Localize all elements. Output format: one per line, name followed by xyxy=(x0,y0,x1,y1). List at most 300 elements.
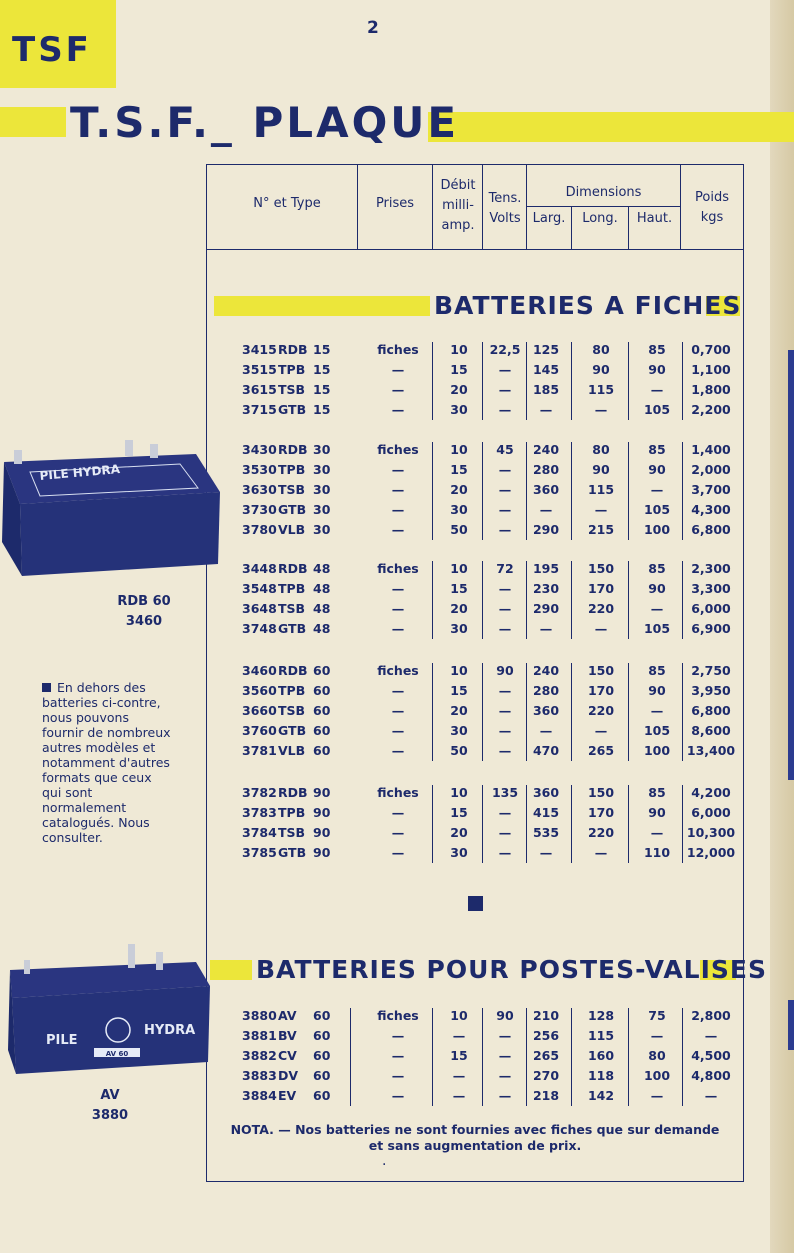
header-rule xyxy=(206,249,744,250)
cell-poids: 4,300 xyxy=(691,502,731,517)
cell-tens: — xyxy=(498,601,512,616)
cell-size: 90 xyxy=(313,805,331,820)
cell-haut: 90 xyxy=(648,581,666,596)
column-divider xyxy=(482,442,483,540)
column-divider xyxy=(682,442,683,540)
column-divider xyxy=(432,442,433,540)
cell-long: 215 xyxy=(587,522,615,537)
cell-code: TSB xyxy=(278,703,306,718)
cell-debit: 20 xyxy=(450,825,468,840)
cell-size: 30 xyxy=(313,442,331,457)
cell-size: 90 xyxy=(313,845,331,860)
column-divider xyxy=(526,561,527,639)
cell-larg: — xyxy=(539,502,553,517)
cell-num: 3448 xyxy=(242,561,277,576)
cell-code: RDB xyxy=(278,785,308,800)
column-divider xyxy=(432,342,433,420)
cell-larg: 290 xyxy=(532,522,560,537)
cell-prise: — xyxy=(391,1048,405,1063)
table-row xyxy=(206,400,744,420)
cell-num: 3415 xyxy=(242,342,277,357)
header-poids-line1: Poids xyxy=(695,190,729,205)
table-row xyxy=(206,681,744,701)
table-row xyxy=(206,520,744,540)
cell-debit: 15 xyxy=(450,581,468,596)
cell-larg: 360 xyxy=(532,703,560,718)
cell-size: 30 xyxy=(313,522,331,537)
cell-prise: — xyxy=(391,1068,405,1083)
cell-long: 220 xyxy=(587,825,615,840)
cell-larg: 280 xyxy=(532,462,560,477)
cell-poids: 6,800 xyxy=(691,522,731,537)
cell-size: 60 xyxy=(313,723,331,738)
cell-num: 3881 xyxy=(242,1028,277,1043)
table-row xyxy=(206,460,744,480)
table-row xyxy=(206,340,744,360)
column-divider xyxy=(482,1008,483,1106)
cell-larg: 218 xyxy=(532,1088,560,1103)
cell-prise: — xyxy=(391,1088,405,1103)
table-row xyxy=(206,843,744,863)
table-row xyxy=(206,1006,744,1026)
cell-code: TSB xyxy=(278,825,306,840)
cell-larg: 470 xyxy=(532,743,560,758)
column-divider xyxy=(628,1008,629,1106)
cell-code: TPB xyxy=(278,683,306,698)
cell-larg: 125 xyxy=(532,342,560,357)
page-number: 2 xyxy=(367,18,379,38)
cell-num: 3430 xyxy=(242,442,277,457)
cell-prise: — xyxy=(391,382,405,397)
column-divider xyxy=(628,785,629,863)
table-row xyxy=(206,661,744,681)
battery-group xyxy=(206,783,744,863)
cell-long: 115 xyxy=(587,382,615,397)
cell-larg: 270 xyxy=(532,1068,560,1083)
cell-poids: 6,000 xyxy=(691,805,731,820)
cell-prise: fiches xyxy=(377,561,419,576)
header-debit-line3: amp. xyxy=(441,218,475,233)
column-divider xyxy=(432,785,433,863)
cell-tens: — xyxy=(498,382,512,397)
cell-haut: 105 xyxy=(643,502,671,517)
cell-poids: 10,300 xyxy=(686,825,736,840)
cell-larg: — xyxy=(539,845,553,860)
nota-text xyxy=(220,1122,730,1154)
title-band xyxy=(428,112,794,142)
cell-num: 3782 xyxy=(242,785,277,800)
cell-long: 150 xyxy=(587,663,615,678)
cell-haut: 85 xyxy=(648,785,666,800)
cell-code: GTB xyxy=(278,723,307,738)
cell-poids: 4,800 xyxy=(691,1068,731,1083)
cell-prise: fiches xyxy=(377,663,419,678)
cell-size: 60 xyxy=(313,663,331,678)
cell-num: 3560 xyxy=(242,683,277,698)
cell-haut: 85 xyxy=(648,663,666,678)
battery-illustration-rdb60 xyxy=(0,432,224,580)
cell-code: GTB xyxy=(278,402,307,417)
cell-debit: 50 xyxy=(450,743,468,758)
cell-long: 265 xyxy=(587,743,615,758)
cell-size: 15 xyxy=(313,362,331,377)
battery-brand-label: PILE HYDRA xyxy=(39,462,121,483)
cell-larg: 230 xyxy=(532,581,560,596)
cell-debit: 50 xyxy=(450,522,468,537)
cell-long: — xyxy=(594,402,608,417)
cell-prise: — xyxy=(391,743,405,758)
cell-larg: 185 xyxy=(532,382,560,397)
cell-tens: 90 xyxy=(496,663,514,678)
cell-code: GTB xyxy=(278,621,307,636)
cell-poids: 3,700 xyxy=(691,482,731,497)
column-divider xyxy=(526,1008,527,1106)
table-row xyxy=(206,480,744,500)
cell-poids: 13,400 xyxy=(686,743,736,758)
cell-tens: — xyxy=(498,362,512,377)
table-row xyxy=(206,599,744,619)
cell-long: — xyxy=(594,621,608,636)
cell-code: RDB xyxy=(278,342,308,357)
cell-tens: — xyxy=(498,1048,512,1063)
cell-haut: — xyxy=(650,825,664,840)
cell-long: 80 xyxy=(592,442,610,457)
cell-larg: — xyxy=(539,621,553,636)
column-divider xyxy=(350,1008,351,1106)
cell-num: 3780 xyxy=(242,522,277,537)
side-note xyxy=(42,680,174,845)
cell-code: AV xyxy=(278,1008,297,1023)
column-divider xyxy=(432,561,433,639)
cell-tens: — xyxy=(498,845,512,860)
column-divider xyxy=(482,561,483,639)
cell-larg: 210 xyxy=(532,1008,560,1023)
cell-prise: — xyxy=(391,805,405,820)
cell-debit: 20 xyxy=(450,482,468,497)
cell-haut: — xyxy=(650,601,664,616)
cell-larg: 290 xyxy=(532,601,560,616)
cell-debit: — xyxy=(452,1068,466,1083)
cell-long: 142 xyxy=(587,1088,615,1103)
cell-prise: — xyxy=(391,462,405,477)
cell-num: 3883 xyxy=(242,1068,277,1083)
cell-haut: 105 xyxy=(643,723,671,738)
header-dimensions: Dimensions xyxy=(565,185,642,200)
column-divider xyxy=(571,442,572,540)
cell-long: — xyxy=(594,723,608,738)
cell-debit: 15 xyxy=(450,462,468,477)
cell-haut: — xyxy=(650,482,664,497)
cell-haut: — xyxy=(650,1028,664,1043)
cell-haut: — xyxy=(650,703,664,718)
cell-long: — xyxy=(594,845,608,860)
battery-illustration-av60 xyxy=(6,940,216,1080)
header-haut: Haut. xyxy=(636,211,673,226)
section-tab-label: TSF xyxy=(12,30,92,70)
column-divider xyxy=(682,663,683,761)
column-divider xyxy=(482,663,483,761)
cell-long: 90 xyxy=(592,362,610,377)
cell-long: 170 xyxy=(587,805,615,820)
column-divider xyxy=(682,785,683,863)
cell-code: BV xyxy=(278,1028,297,1043)
cell-poids: 4,200 xyxy=(691,785,731,800)
cell-debit: 30 xyxy=(450,502,468,517)
cell-debit: 20 xyxy=(450,703,468,718)
cell-code: TPB xyxy=(278,581,306,596)
cell-larg: 535 xyxy=(532,825,560,840)
table-row xyxy=(206,1046,744,1066)
battery-brand-right: HYDRA xyxy=(144,1023,196,1038)
header-larg: Larg. xyxy=(532,211,566,226)
figure-caption-number: 3880 xyxy=(91,1108,129,1123)
cell-num: 3760 xyxy=(242,723,277,738)
cell-prise: fiches xyxy=(377,1008,419,1023)
cell-prise: fiches xyxy=(377,342,419,357)
cell-prise: — xyxy=(391,601,405,616)
cell-size: 60 xyxy=(313,1028,331,1043)
cell-debit: 30 xyxy=(450,723,468,738)
cell-tens: — xyxy=(498,723,512,738)
table-row xyxy=(206,823,744,843)
cell-num: 3785 xyxy=(242,845,277,860)
cell-code: VLB xyxy=(278,743,306,758)
cell-size: 30 xyxy=(313,482,331,497)
cell-tens: — xyxy=(498,621,512,636)
column-divider xyxy=(682,1008,683,1106)
table-row xyxy=(206,701,744,721)
cell-tens: 135 xyxy=(491,785,519,800)
cell-debit: 15 xyxy=(450,362,468,377)
header-debit-line1: Débit xyxy=(440,178,476,193)
cell-poids: 2,300 xyxy=(691,561,731,576)
cell-long: — xyxy=(594,502,608,517)
cell-poids: 2,800 xyxy=(691,1008,731,1023)
cell-debit: 15 xyxy=(450,805,468,820)
bullet-icon xyxy=(42,683,51,692)
cell-size: 60 xyxy=(313,743,331,758)
figure-caption-model: RDB 60 xyxy=(117,594,171,609)
cell-prise: fiches xyxy=(377,785,419,800)
battery-brand-left: PILE xyxy=(46,1033,78,1048)
table-row xyxy=(206,619,744,639)
cell-num: 3884 xyxy=(242,1088,277,1103)
cell-size: 30 xyxy=(313,462,331,477)
cell-size: 60 xyxy=(313,1048,331,1063)
table-row xyxy=(206,579,744,599)
cell-prise: — xyxy=(391,621,405,636)
cell-tens: — xyxy=(498,683,512,698)
cell-tens: — xyxy=(498,743,512,758)
column-divider xyxy=(526,785,527,863)
cell-code: VLB xyxy=(278,522,306,537)
header-long: Long. xyxy=(582,211,618,226)
cell-long: 128 xyxy=(587,1008,615,1023)
cell-size: 90 xyxy=(313,785,331,800)
cell-haut: 90 xyxy=(648,805,666,820)
cell-tens: — xyxy=(498,581,512,596)
figure-caption-number: 3460 xyxy=(125,614,163,629)
cell-larg: — xyxy=(539,402,553,417)
cell-tens: 90 xyxy=(496,1008,514,1023)
header-debit-line2: milli- xyxy=(442,198,474,213)
cell-debit: 15 xyxy=(450,683,468,698)
cell-debit: 10 xyxy=(450,561,468,576)
table-row xyxy=(206,380,744,400)
cell-prise: — xyxy=(391,502,405,517)
cell-haut: 100 xyxy=(643,1068,671,1083)
cell-debit: 10 xyxy=(450,342,468,357)
table-row xyxy=(206,741,744,761)
cell-debit: 30 xyxy=(450,621,468,636)
cell-prise: — xyxy=(391,482,405,497)
cell-num: 3648 xyxy=(242,601,277,616)
cell-debit: 10 xyxy=(450,1008,468,1023)
cell-larg: 195 xyxy=(532,561,560,576)
cell-prise: — xyxy=(391,723,405,738)
cell-tens: — xyxy=(498,402,512,417)
cell-code: RDB xyxy=(278,561,308,576)
cell-prise: — xyxy=(391,1028,405,1043)
cell-haut: 85 xyxy=(648,442,666,457)
cell-larg: — xyxy=(539,723,553,738)
side-note-text: En dehors des batteries ci-contre, nous pouvons fournir de nombreux autres modèles et notamment d'autres formats que ceux qui sont normalement catalogués. Nous consulter. xyxy=(42,680,171,845)
cell-num: 3715 xyxy=(242,402,277,417)
cell-larg: 415 xyxy=(532,805,560,820)
cell-poids: — xyxy=(704,1088,718,1103)
header-tens-line1: Tens. xyxy=(488,191,522,206)
section-title-fiches: BATTERIES A FICHES xyxy=(434,291,742,320)
column-divider xyxy=(432,1008,433,1106)
cell-larg: 265 xyxy=(532,1048,560,1063)
section-band xyxy=(210,960,252,980)
cell-num: 3615 xyxy=(242,382,277,397)
cell-debit: 15 xyxy=(450,1048,468,1063)
cell-larg: 360 xyxy=(532,482,560,497)
column-divider xyxy=(682,342,683,420)
cell-num: 3515 xyxy=(242,362,277,377)
cell-prise: — xyxy=(391,825,405,840)
table-row xyxy=(206,783,744,803)
cell-code: TSB xyxy=(278,601,306,616)
cell-poids: 2,000 xyxy=(691,462,731,477)
cell-long: 150 xyxy=(587,785,615,800)
cell-code: EV xyxy=(278,1088,297,1103)
adjacent-page-edge xyxy=(788,1000,794,1050)
cell-haut: 85 xyxy=(648,561,666,576)
cell-poids: 1,800 xyxy=(691,382,731,397)
column-divider xyxy=(682,561,683,639)
column-divider xyxy=(628,561,629,639)
cell-poids: 12,000 xyxy=(686,845,736,860)
cell-poids: 3,950 xyxy=(691,683,731,698)
cell-long: 160 xyxy=(587,1048,615,1063)
battery-group xyxy=(206,440,744,540)
cell-larg: 256 xyxy=(532,1028,560,1043)
cell-poids: 2,200 xyxy=(691,402,731,417)
cell-poids: 0,700 xyxy=(691,342,731,357)
cell-code: TPB xyxy=(278,805,306,820)
cell-haut: 105 xyxy=(643,402,671,417)
header-divider xyxy=(526,206,680,207)
cell-larg: 145 xyxy=(532,362,560,377)
column-divider xyxy=(628,442,629,540)
column-divider xyxy=(628,342,629,420)
cell-code: TSB xyxy=(278,382,306,397)
cell-haut: 80 xyxy=(648,1048,666,1063)
cell-code: RDB xyxy=(278,442,308,457)
cell-debit: 20 xyxy=(450,382,468,397)
cell-long: 118 xyxy=(587,1068,615,1083)
battery-group xyxy=(206,661,744,761)
cell-tens: — xyxy=(498,805,512,820)
header-poids-line2: kgs xyxy=(700,210,724,225)
cell-size: 60 xyxy=(313,683,331,698)
cell-tens: 45 xyxy=(496,442,514,457)
cell-tens: — xyxy=(498,703,512,718)
cell-code: RDB xyxy=(278,663,308,678)
cell-poids: — xyxy=(704,1028,718,1043)
cell-num: 3530 xyxy=(242,462,277,477)
battery-model-plate: AV 60 xyxy=(105,1050,129,1058)
cell-larg: 240 xyxy=(532,442,560,457)
table-row xyxy=(206,360,744,380)
cell-prise: — xyxy=(391,703,405,718)
cell-haut: 110 xyxy=(643,845,671,860)
cell-haut: — xyxy=(650,1088,664,1103)
column-divider xyxy=(482,785,483,863)
cell-long: 115 xyxy=(587,482,615,497)
column-divider xyxy=(432,663,433,761)
title-band xyxy=(0,107,66,137)
table-row xyxy=(206,1086,744,1106)
cell-prise: — xyxy=(391,362,405,377)
cell-poids: 4,500 xyxy=(691,1048,731,1063)
cell-size: 60 xyxy=(313,1068,331,1083)
cell-long: 115 xyxy=(587,1028,615,1043)
cell-haut: 85 xyxy=(648,342,666,357)
cell-debit: — xyxy=(452,1028,466,1043)
cell-debit: 10 xyxy=(450,785,468,800)
cell-prise: — xyxy=(391,845,405,860)
cell-prise: fiches xyxy=(377,442,419,457)
cell-debit: 30 xyxy=(450,402,468,417)
cell-code: TSB xyxy=(278,482,306,497)
cell-prise: — xyxy=(391,402,405,417)
cell-code: DV xyxy=(278,1068,299,1083)
cell-code: TPB xyxy=(278,362,306,377)
table-row xyxy=(206,500,744,520)
cell-size: 15 xyxy=(313,402,331,417)
cell-haut: 100 xyxy=(643,522,671,537)
cell-tens: 72 xyxy=(496,561,514,576)
cell-haut: — xyxy=(650,382,664,397)
cell-poids: 6,800 xyxy=(691,703,731,718)
table-row xyxy=(206,559,744,579)
cell-poids: 8,600 xyxy=(691,723,731,738)
cell-long: 80 xyxy=(592,342,610,357)
cell-tens: — xyxy=(498,1028,512,1043)
cell-tens: — xyxy=(498,825,512,840)
section-title-valises: BATTERIES POUR POSTES-VALISES xyxy=(256,955,767,984)
cell-tens: — xyxy=(498,462,512,477)
cell-haut: 90 xyxy=(648,683,666,698)
cell-poids: 2,750 xyxy=(691,663,731,678)
cell-code: TPB xyxy=(278,462,306,477)
column-divider xyxy=(526,663,527,761)
table-row xyxy=(206,440,744,460)
cell-haut: 90 xyxy=(648,462,666,477)
